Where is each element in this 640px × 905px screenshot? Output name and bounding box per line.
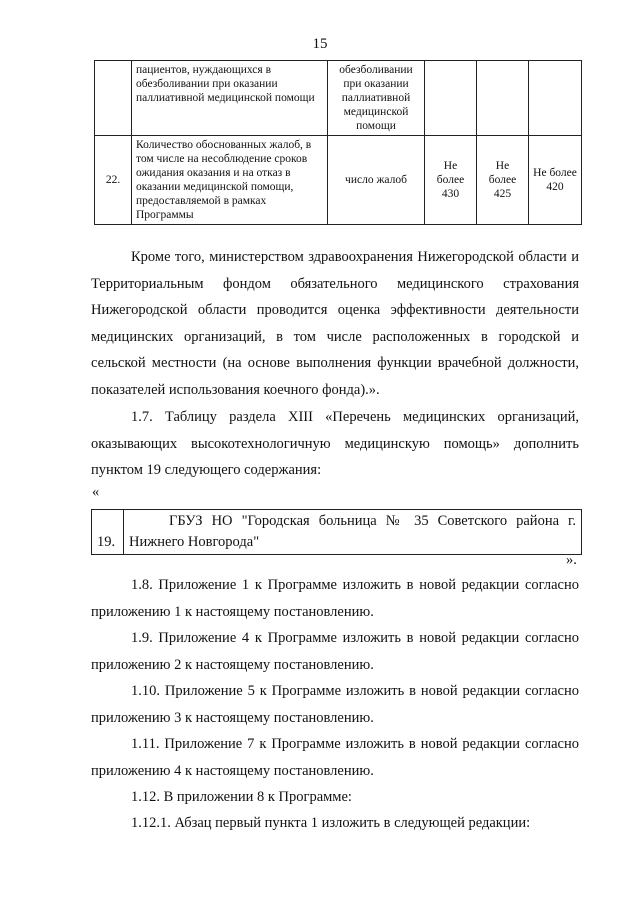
paragraph-1-10: 1.10. Приложение 5 к Программе изложить в новой редакции согласно приложению 3 к настоящему постановлению.	[91, 683, 579, 726]
paragraph-1-12: 1.12. В приложении 8 к Программе:	[131, 789, 352, 805]
organization-name: ГБУЗ НО "Городская больница № 35 Советского района г. Нижнего Новгорода"	[124, 510, 582, 555]
unit-cell: обезболивании при оказании паллиативной медицинской помощи	[328, 61, 425, 136]
item-number: 19.	[92, 510, 124, 555]
paragraph-1-12-1: 1.12.1. Абзац первый пункта 1 изложить в следующей редакции:	[131, 815, 531, 831]
paragraph-evaluation: Кроме того, министерством здравоохранения Нижегородской области и Территориальным фондом обязательного медицинского страхования Нижегородской области проводится оценка эффективности деятельности медицинских организаций, в том числе расположенных в городской и сельской местности (на основе выполнения функции врачебной должности, показателей использования коечного фонда).».	[91, 249, 579, 398]
paragraph-1-7: 1.7. Таблицу раздела XIII «Перечень медицинских организаций, оказывающих высокотехнологичную медицинскую помощь» дополнить пунктом 19 следующего содержания:	[91, 409, 579, 479]
unit-cell: число жалоб	[328, 136, 425, 225]
paragraph-1-8: 1.8. Приложение 1 к Программе изложить в новой редакции согласно приложению 1 к настоящему постановлению.	[91, 577, 579, 620]
page-number: 15	[312, 36, 328, 52]
value-cell	[425, 61, 477, 136]
paragraph-1-9: 1.9. Приложение 4 к Программе изложить в новой редакции согласно приложению 2 к настоящему постановлению.	[91, 630, 579, 673]
value-cell: Не более 430	[425, 136, 477, 225]
row-number: 22.	[95, 136, 132, 225]
indicator-name: Количество обоснованных жалоб, в том числе на несоблюдение сроков ожидания оказания и на отказ в оказании медицинской помощи, предоставляемой в рамках Программы	[132, 136, 328, 225]
indicator-name: пациентов, нуждающихся в обезболивании при оказании паллиативной медицинской помощи	[132, 61, 328, 136]
table-row	[92, 510, 582, 555]
value-cell	[529, 61, 582, 136]
value-cell	[477, 61, 529, 136]
row-number	[95, 61, 132, 136]
paragraph-1-11: 1.11. Приложение 7 к Программе изложить в новой редакции согласно приложению 4 к настоящему постановлению.	[91, 736, 579, 779]
table-row	[95, 136, 582, 225]
value-cell: Не более 425	[477, 136, 529, 225]
value-cell: Не более 420	[529, 136, 582, 225]
quote-close: ».	[566, 552, 577, 568]
quote-open: «	[92, 484, 100, 500]
indicators-table	[94, 60, 582, 225]
organization-table	[91, 509, 582, 555]
table-row	[95, 61, 582, 136]
